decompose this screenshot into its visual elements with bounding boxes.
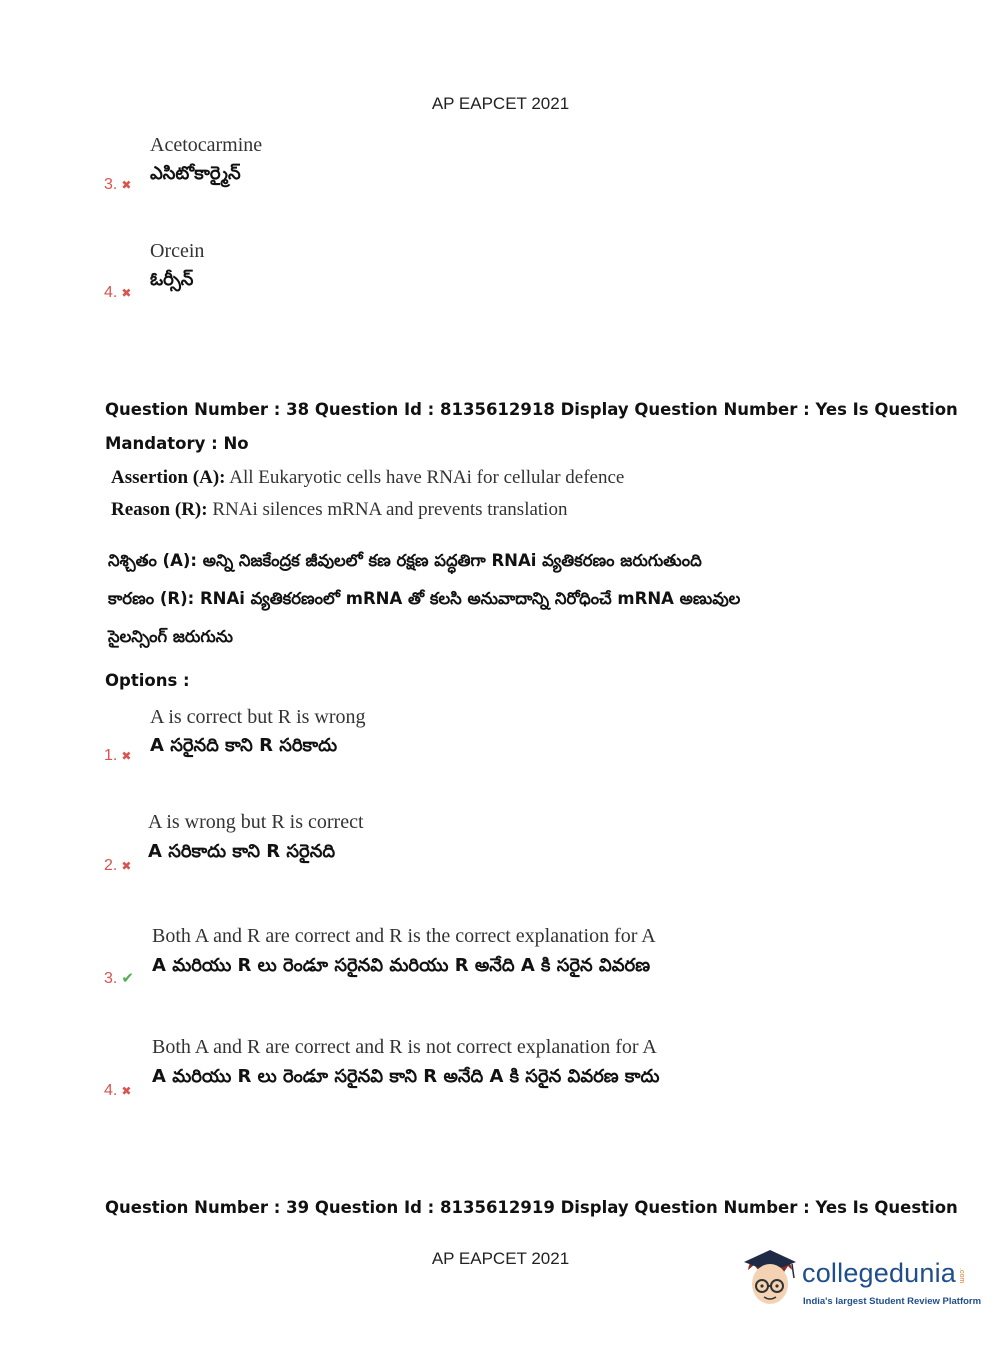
option-text-english: Orcein xyxy=(150,240,205,262)
assertion-english: Assertion (A): All Eukaryotic cells have RNAi for cellular defence xyxy=(111,467,625,488)
option-number: 4. ✖ xyxy=(104,1082,132,1099)
option-text-english: Acetocarmine xyxy=(150,134,263,156)
question-38-mandatory: Mandatory : No xyxy=(105,434,249,453)
option-text-english: Both A and R are correct and R is not correct explanation for A xyxy=(152,1036,657,1058)
brand-name: collegedunia xyxy=(802,1258,957,1288)
option-number: 2. ✖ xyxy=(104,857,132,874)
reason-telugu-continued: సైలన్సింగ్ జరుగును xyxy=(108,627,233,646)
option-number: 1. ✖ xyxy=(104,747,132,764)
option-text-english: A is correct but R is wrong xyxy=(150,706,366,728)
mascot-icon xyxy=(740,1248,800,1310)
option-text-telugu: A సరైనది కాని R సరికాదు xyxy=(150,735,338,756)
option-number: 4. ✖ xyxy=(104,284,132,301)
question-39-meta: Question Number : 39 Question Id : 8135612919 Display Question Number : Yes Is Question xyxy=(105,1198,958,1217)
option-number: 3. ✔ xyxy=(104,970,134,987)
page-header: AP EAPCET 2021 xyxy=(431,94,570,113)
wrong-icon: ✖ xyxy=(121,1084,132,1098)
option-text-english: Both A and R are correct and R is the correct explanation for A xyxy=(152,925,656,947)
options-label: Options : xyxy=(105,671,190,690)
wrong-icon: ✖ xyxy=(121,286,132,300)
question-38-meta: Question Number : 38 Question Id : 8135612918 Display Question Number : Yes Is Question xyxy=(105,400,958,419)
option-text-english: A is wrong but R is correct xyxy=(148,811,364,833)
wrong-icon: ✖ xyxy=(121,178,132,192)
option-text-telugu: A సరికాదు కాని R సరైనది xyxy=(148,841,336,862)
option-text-telugu: ఓర్సీన్ xyxy=(150,269,194,290)
check-icon: ✔ xyxy=(121,970,134,987)
option-text-telugu: ఎసిటోకార్మైన్ xyxy=(150,163,241,184)
reason-english: Reason (R): RNAi silences mRNA and prevents translation xyxy=(111,499,568,520)
brand-tagline: India's largest Student Review Platform xyxy=(803,1296,982,1307)
option-text-telugu: A మరియు R లు రెండూ సరైనవి మరియు R అనేది A కి సరైన వివరణ xyxy=(152,955,651,976)
collegedunia-logo xyxy=(740,1248,982,1318)
page-footer: AP EAPCET 2021 xyxy=(431,1249,570,1268)
wrong-icon: ✖ xyxy=(121,749,132,763)
brand-domain: .com xyxy=(958,1268,965,1284)
assertion-telugu: నిశ్చితం (A): అన్ని నిజకేంద్రక జీవులలో కణ రక్షణ పద్ధతిగా RNAi వ్యతికరణం జరుగుతుంది xyxy=(108,551,702,570)
option-text-telugu: A మరియు R లు రెండూ సరైనవి కాని R అనేది A కి సరైన వివరణ కాదు xyxy=(152,1066,660,1087)
wrong-icon: ✖ xyxy=(121,859,132,873)
reason-telugu: కారణం (R): RNAi వ్యతికరణంలో mRNA తో కలసి అనువాదాన్ని నిరోధించే mRNA అణువుల xyxy=(108,589,741,608)
option-number: 3. ✖ xyxy=(104,176,132,193)
